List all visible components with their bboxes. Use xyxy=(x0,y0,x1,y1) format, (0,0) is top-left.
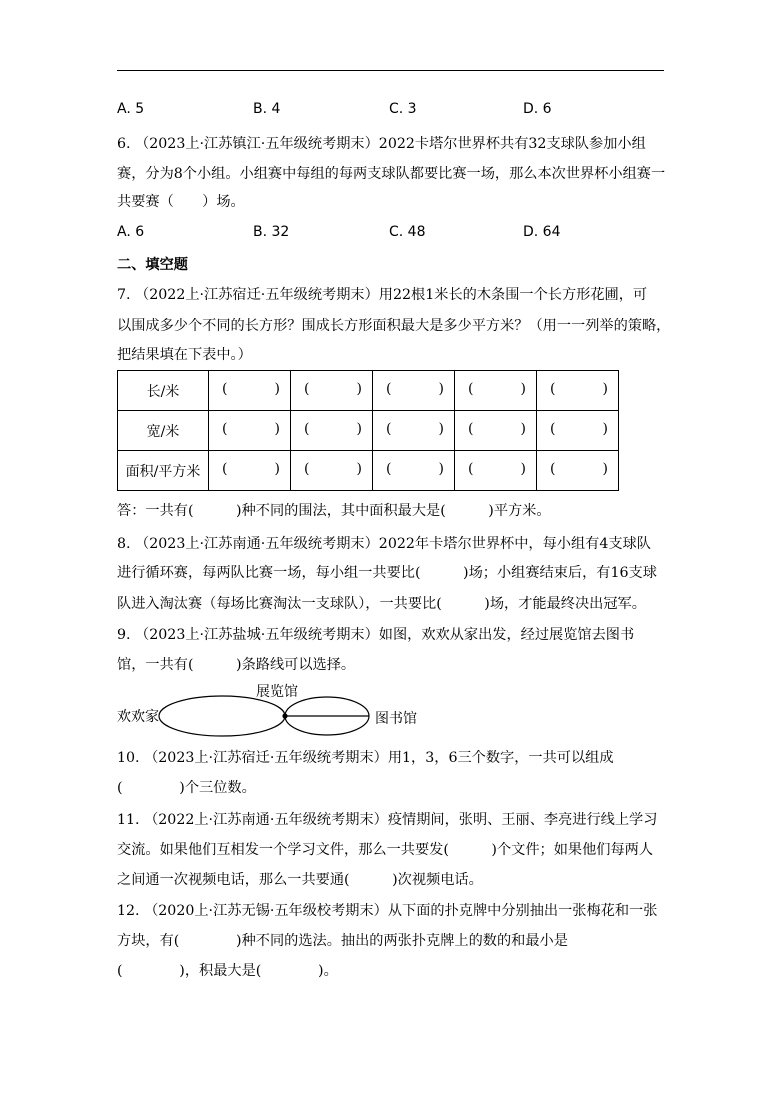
q5-option-d[interactable]: D. 6 xyxy=(523,101,552,117)
area-blank[interactable]: ( ) xyxy=(209,451,291,491)
area-blank[interactable]: ( ) xyxy=(537,451,619,491)
q7-table xyxy=(117,370,619,491)
header-rule xyxy=(117,70,664,71)
area-blank[interactable]: ( ) xyxy=(455,451,537,491)
length-blank[interactable]: ( ) xyxy=(291,371,373,411)
q10-line-2: ( )个三位数。 xyxy=(117,780,256,796)
route-diagram xyxy=(117,676,447,746)
width-blank[interactable]: ( ) xyxy=(209,411,291,451)
table-row xyxy=(118,371,619,411)
row-label-length: 长/米 xyxy=(118,371,209,411)
q8-line-3: 队进入淘汰赛（每场比赛淘汰一支球队），一共要比( )场，才能最终决出冠军。 xyxy=(117,596,646,612)
q7-line-3: 把结果填在下表中。） xyxy=(117,347,252,363)
area-blank[interactable]: ( ) xyxy=(291,451,373,491)
q6-option-a[interactable]: A. 6 xyxy=(117,224,145,240)
q12-line-3: ( )，积最大是( )。 xyxy=(117,963,338,979)
table-row xyxy=(118,451,619,491)
length-blank[interactable]: ( ) xyxy=(537,371,619,411)
q6-option-b[interactable]: B. 32 xyxy=(253,224,290,240)
q6-line-3: 共要赛（ ）场。 xyxy=(117,194,245,210)
q6-option-c[interactable]: C. 48 xyxy=(389,224,426,240)
q5-option-a[interactable]: A. 5 xyxy=(117,101,145,117)
length-blank[interactable]: ( ) xyxy=(455,371,537,411)
q7-answer: 答：一共有( )种不同的围法，其中面积最大是( )平方米。 xyxy=(117,503,551,519)
width-blank[interactable]: ( ) xyxy=(291,411,373,451)
table-row xyxy=(118,411,619,451)
row-label-area: 面积/平方米 xyxy=(118,451,209,491)
q5-option-c[interactable]: C. 3 xyxy=(389,101,417,117)
area-blank[interactable]: ( ) xyxy=(373,451,455,491)
q6-line-2: 赛，分为8个小组。小组赛中每组的每两支球队都要比赛一场，那么本次世界杯小组赛一 xyxy=(117,166,666,182)
q5-options xyxy=(117,101,677,121)
length-blank[interactable]: ( ) xyxy=(209,371,291,411)
q8-line-1: 8. （2023上·江苏南通·五年级统考期末）2022年卡塔尔世界杯中，每小组有4支球队 xyxy=(117,536,651,552)
home-label: 欢欢家 xyxy=(117,709,159,725)
q5-option-b[interactable]: B. 4 xyxy=(253,101,281,117)
left-route-loop xyxy=(159,696,285,736)
q7-line-2: 以围成多少个不同的长方形？围成长方形面积最大是多少平方米？（用一一列举的策略， xyxy=(117,318,671,334)
library-label: 图书馆 xyxy=(375,711,417,727)
q11-line-2: 交流。如果他们互相发一个学习文件，那么一共要发( )个文件；如果他们每两人 xyxy=(117,842,654,858)
q9-line-1: 9. （2023上·江苏盐城·五年级统考期末）如图，欢欢从家出发，经过展览馆去图书 xyxy=(117,627,635,643)
exhibition-label: 展览馆 xyxy=(256,684,298,700)
width-blank[interactable]: ( ) xyxy=(455,411,537,451)
q11-line-1: 11. （2022上·江苏南通·五年级统考期末）疫情期间，张明、王丽、李亮进行线上学习 xyxy=(117,812,658,828)
q10-line-1: 10. （2023上·江苏宿迁·五年级统考期末）用1，3，6三个数字，一共可以组成 xyxy=(117,750,614,766)
section-title: 二、填空题 xyxy=(117,257,188,273)
q12-line-1: 12. （2020上·江苏无锡·五年级校考期末）从下面的扑克牌中分别抽出一张梅花和一张 xyxy=(117,903,658,919)
q12-line-2: 方块，有( )种不同的选法。抽出的两张扑克牌上的数的和最小是 xyxy=(117,933,568,949)
length-blank[interactable]: ( ) xyxy=(373,371,455,411)
q11-line-3: 之间通一次视频电话，那么一共要通( )次视频电话。 xyxy=(117,872,483,888)
width-blank[interactable]: ( ) xyxy=(537,411,619,451)
width-blank[interactable]: ( ) xyxy=(373,411,455,451)
exhibition-node xyxy=(282,713,287,718)
row-label-width: 宽/米 xyxy=(118,411,209,451)
q8-line-2: 进行循环赛，每两队比赛一场，每小组一共要比( )场；小组赛结束后，有16支球 xyxy=(117,565,657,581)
q9-line-2: 馆，一共有( )条路线可以选择。 xyxy=(117,657,356,673)
q6-option-d[interactable]: D. 64 xyxy=(523,224,561,240)
q6-options xyxy=(117,224,677,244)
q7-line-1: 7. （2022上·江苏宿迁·五年级统考期末）用22根1米长的木条围一个长方形花圃，可 xyxy=(117,287,648,303)
q6-line-1: 6. （2023上·江苏镇江·五年级统考期末）2022卡塔尔世界杯共有32支球队参加小组 xyxy=(117,136,646,152)
